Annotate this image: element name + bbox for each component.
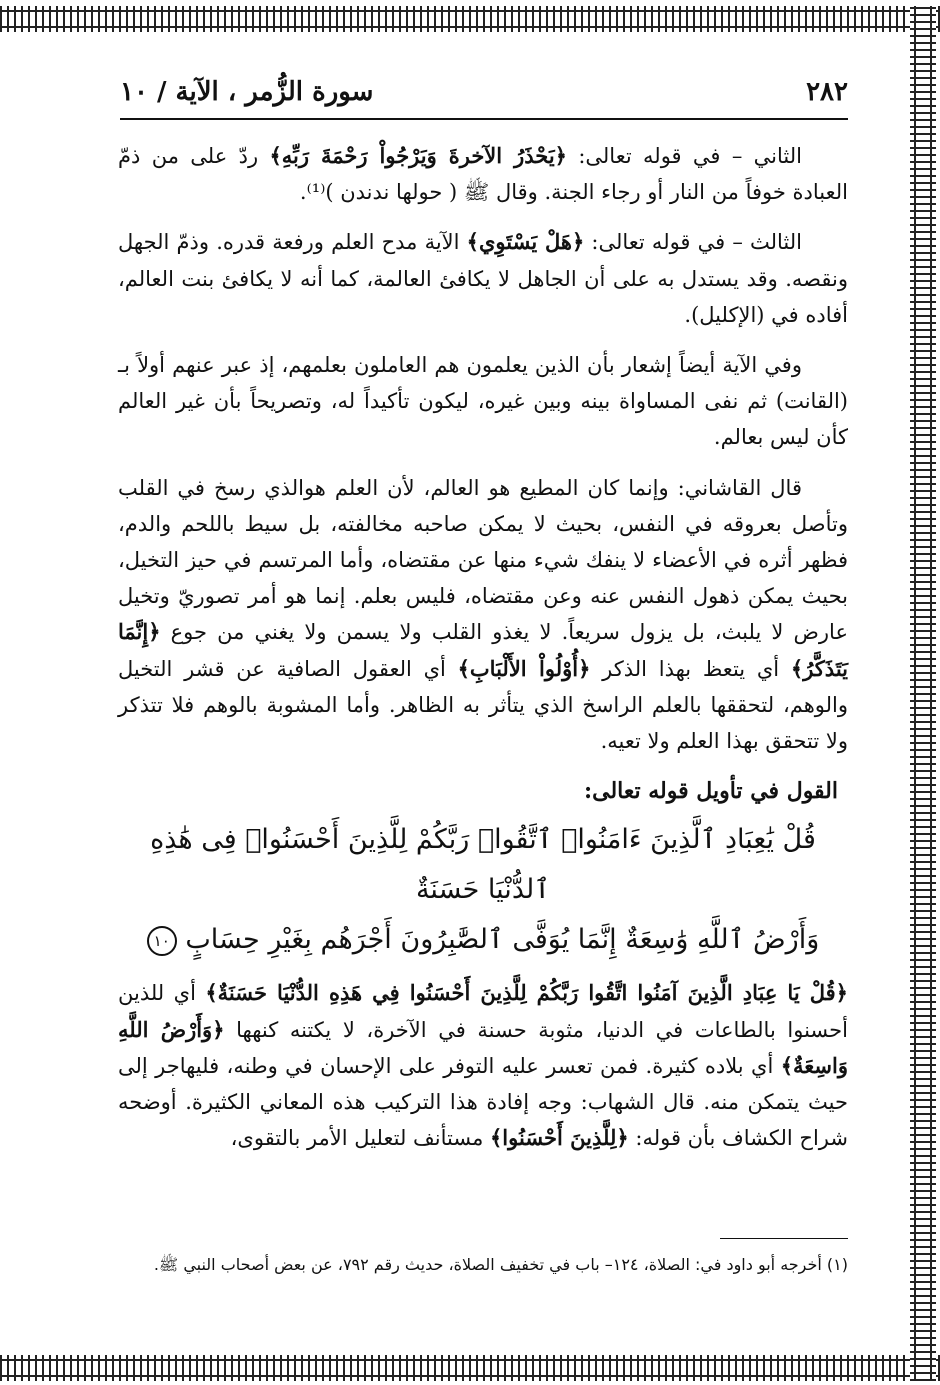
p2-rest: الآية مدح العلم ورفعة قدره. وذمّ الجهل ونقصه. وقد يستدل به على أن الجاهل لا يكافئ العالمة، كما أنه لا يكافئ بنت العالم، أفاده في (الإكليل). xyxy=(118,230,848,327)
section-heading: القول في تأويل قوله تعالى: xyxy=(584,778,838,805)
p5-b: أي بلاده كثيرة. فمن تعسر عليه التوفر على الإحسان في وطنه، فليهاجر إلى حيث يتمكن منه. قال الشهاب: وجه إفادة هذا التركيب هذه المعاني الكثيرة. أوضحه شراح الكشاف بأن قوله: xyxy=(118,1053,848,1151)
p4-c: أي العقول الصافية عن قشر التخيل والوهم، لتحققها بالعلم الراسخ الذي يتأثر به الظاهر. وأما المشوبة بالوهم فلا تتذكر ولا تتحقق بهذا العلم ولا تعيه. xyxy=(118,656,848,754)
quran-quote: ﴿وَأَرْضُ اللَّهِ وَاسِعَةٌ﴾ xyxy=(118,1016,848,1078)
ayah-number-marker: ١٠ xyxy=(147,926,177,956)
footnote-rule xyxy=(720,1238,848,1239)
quran-quote: ﴿إِنَّمَا يَتَذَكَّرُ﴾ xyxy=(118,619,848,681)
page-header xyxy=(120,72,848,112)
quran-quote: ﴿يَحْذَرُ الآخرةَ وَيَرْجُواْ رَحْمَةَ رَبِّهِ﴾ xyxy=(269,143,567,168)
p5-c: مستأنف لتعليل الأمر بالتقوى، xyxy=(230,1126,490,1151)
p2-intro: الثالث – في قوله تعالى: xyxy=(584,230,802,255)
p1-rest: ردّ على من ذمّ العبادة خوفاً من النار أو رجاء الجنة. وقال ﷺ ( حولها ندندن )⁽¹⁾. xyxy=(118,144,848,205)
verse-line-1: قُلْ يَٰعِبَادِ ٱلَّذِينَ ءَامَنُوا۟ ٱتَّقُوا۟ رَبَّكُمْ لِلَّذِينَ أَحْسَنُوا۟ فِى هَٰذِهِ ٱلدُّنْيَا حَسَنَةٌ xyxy=(150,824,816,906)
header-rule xyxy=(120,118,848,120)
footnote: (١) أخرجه أبو داود في: الصلاة، ١٢٤– باب في تخفيف الصلاة، حديث رقم ٧٩٢، عن بعض أصحاب النبي ﷺ. xyxy=(153,1255,848,1274)
verse-line-2 xyxy=(118,915,848,965)
verse-line-2-text: وَأَرْضُ ٱللَّهِ وَٰسِعَةٌ إِنَّمَا يُوَفَّى ٱلصَّٰبِرُونَ أَجْرَهُم بِغَيْرِ حِسَابٍ xyxy=(185,924,820,956)
paragraph-qashani xyxy=(118,470,848,760)
quran-quote: ﴿قُلْ يَا عِبَادِ الَّذِينَ آمَنُوا اتَّقُوا رَبَّكُمْ لِلَّذِينَ أَحْسَنُوا فِي هَذِهِ الدُّنْيَا حَسَنَةٌ﴾ xyxy=(205,980,848,1006)
paragraph-tafsir xyxy=(118,975,848,1156)
ornamental-border-right xyxy=(910,6,936,1381)
paragraph-second xyxy=(118,138,848,210)
p1-intro: الثاني – في قوله تعالى: xyxy=(566,144,802,168)
quran-quote: ﴿أُوْلُواْ الأَلْبَابِ﴾ xyxy=(457,655,591,681)
p4-a: قال القاشاني: وإنما كان المطيع هو العالم، لأن العلم هوالذي رسخ في القلب وتأصل بعروقه في النفس، بحيث لا يمكن صاحبه مخالفته، بل سيط باللحم والدم، فظهر أثره في الأعضاء لا ينفك شيء منها عن مقتضاه، وأما المرتسم في حيز التخيل، بحيث يمكن ذهول النفس عنه وعن مقتضاه، فليس بعلم. إنما هو أمر تصوريّ وتخيل عارض لا يلبث، بل يزول سريعاً. لا يغذو القلب ولا يسمن ولا يغني من جوع xyxy=(118,475,848,645)
paragraph-third xyxy=(118,224,848,333)
quran-quote: ﴿هَلْ يَسْتَوِي﴾ xyxy=(466,229,585,255)
running-title: سورة الزُّمر ، الآية / ١٠ xyxy=(120,77,374,107)
p4-b: أي يتعظ بهذا الذكر xyxy=(590,656,791,681)
ornamental-border-bottom xyxy=(0,1355,940,1381)
main-text xyxy=(118,138,848,1170)
page-number: ٢٨٢ xyxy=(806,77,848,107)
quran-quote: ﴿لِلَّذِينَ أَحْسَنُوا﴾ xyxy=(490,1125,629,1151)
paragraph-ishar: وفي الآية أيضاً إشعار بأن الذين يعلمون هم العاملون بعلمهم، إذ عبر عنهم أولاً بـ (القانت) ثم نفى المساواة بينه وبين غيره، ليكون تأكيداً له، وتصريحاً بأن غير العالم كأن ليس بعالم. xyxy=(118,353,848,450)
quran-verse xyxy=(118,815,848,965)
ornamental-border-top xyxy=(0,6,940,32)
p5-a: أي للذين أحسنوا بالطاعات في الدنيا، مثوبة حسنة في الآخرة، لا يكتنه كنهها xyxy=(118,981,848,1042)
